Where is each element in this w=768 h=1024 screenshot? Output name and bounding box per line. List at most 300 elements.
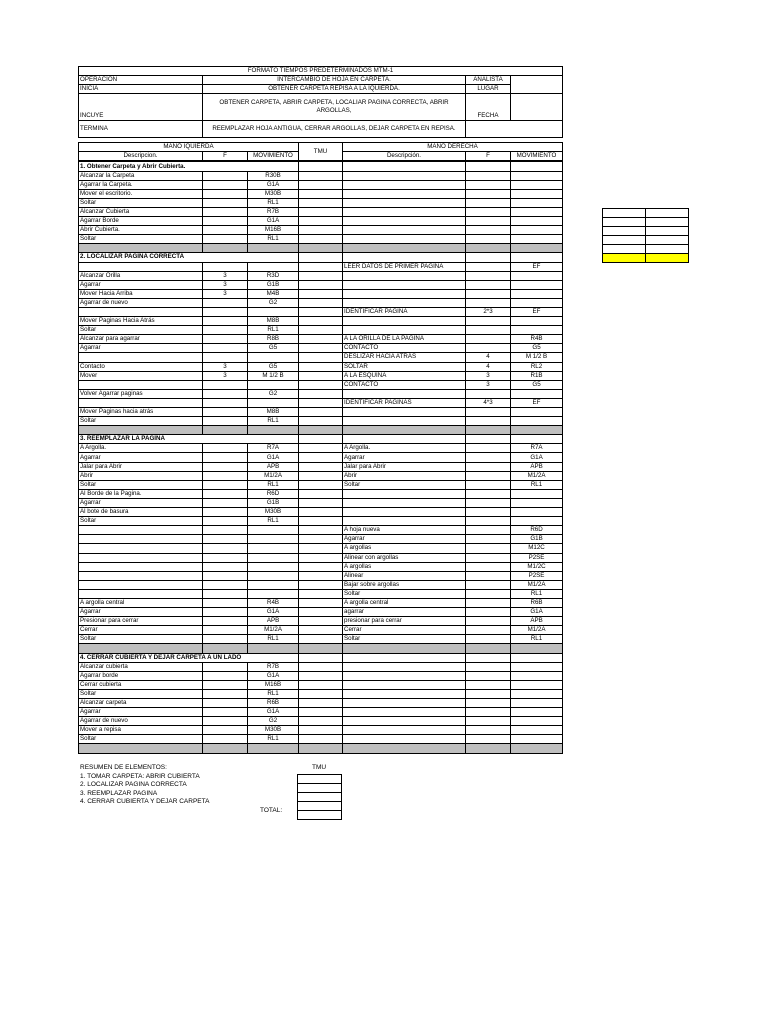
side-cell [646,209,689,218]
cell-f-right [466,589,511,598]
cell-mov-right [511,717,563,726]
cell-desc-right: CONTACTO [343,344,466,353]
table-row [79,589,563,598]
cell-mov-left: G1A [248,180,299,189]
cell-mov-left: RL1 [248,517,299,526]
cell-mov-left [248,380,299,389]
cell-f-right [466,471,511,480]
cell-f-right [466,262,511,271]
cell-mov-right [511,662,563,671]
cell-desc-left [79,589,203,598]
cell-desc-left: Agarrar [79,608,203,617]
cell-mov-right [511,280,563,289]
table-row [79,171,563,180]
cell-desc-left: Alcanzar para agarrar [79,335,203,344]
cell-desc-left: Alcanzar carpeta [79,699,203,708]
cell-desc-left: Soltar [79,517,203,526]
cell-desc-left: Agarrar [79,498,203,507]
separator-cell [248,644,299,653]
cell-desc-left: Abrir [79,471,203,480]
cell-tmu [299,562,343,571]
cell-mov-left: RL1 [248,735,299,744]
separator-cell [203,644,248,653]
table-row [79,544,563,553]
cell-f-left [203,708,248,717]
table-row [79,689,563,698]
cell-f-left [203,189,248,198]
table-row [79,189,563,198]
cell-desc-left: Cerrar [79,626,203,635]
cell-mov-right: M1/2A [511,580,563,589]
col-descripcion-left: Descripcion. [79,152,203,161]
summary-tmu-boxes [297,774,342,820]
cell-f-left [203,598,248,607]
cell-mov-left [248,398,299,407]
cell-desc-right [343,271,466,280]
cell-f-right [466,180,511,189]
cell-desc-right: Agarrar [343,535,466,544]
cell-mov-right: M1/2A [511,626,563,635]
cell-f-right [466,298,511,307]
cell-mov-left: M1/2A [248,626,299,635]
cell-mov-right: EF [511,307,563,316]
cell-f-left [203,580,248,589]
cell-desc-left: Agarrar de nuevo [79,717,203,726]
cell-mov-left: M16B [248,680,299,689]
cell-mov-left [248,562,299,571]
separator-cell [299,744,343,753]
table-cell [466,653,511,662]
section-title: 1. Obtener Carpeta y Abrir Cubierta. [79,162,299,171]
cell-f-right [466,417,511,426]
table-row [79,180,563,189]
cell-tmu [299,389,343,398]
summary-item-3: 3. REEMPLAZAR PAGINA [80,789,158,797]
cell-f-right [466,235,511,244]
separator-cell [203,426,248,435]
inicia-value: OBTENER CARPETA REPISA A LA IQUIERDA. [203,85,466,94]
table-row [79,253,563,262]
cell-mov-right [511,726,563,735]
cell-mov-right [511,689,563,698]
cell-mov-right: P2SE [511,553,563,562]
table-row [79,417,563,426]
cell-desc-left [79,353,203,362]
cell-f-right: 3 [466,380,511,389]
separator-cell [511,644,563,653]
cell-tmu [299,671,343,680]
table-row [79,662,563,671]
cell-mov-left: R7A [248,444,299,453]
cell-mov-right [511,408,563,417]
cell-f-left [203,180,248,189]
cell-desc-right: A argolla central [343,598,466,607]
separator-cell [299,644,343,653]
cell-f-right [466,708,511,717]
cell-f-right [466,608,511,617]
cell-mov-left: G2 [248,298,299,307]
cell-mov-left: RL1 [248,326,299,335]
table-row [79,271,563,280]
cell-f-right: 4*3 [466,398,511,407]
cell-tmu [299,198,343,207]
cell-desc-right [343,235,466,244]
cell-desc-right [343,671,466,680]
cell-f-left [203,226,248,235]
cell-desc-right: Alinear [343,571,466,580]
termina-label: TERMINA [79,121,203,138]
cell-f-right [466,226,511,235]
cell-f-left [203,626,248,635]
cell-desc-left [79,535,203,544]
col-movimiento-right: MOVIMIENTO [511,152,563,161]
table-row [79,207,563,216]
cell-mov-left: R30B [248,171,299,180]
table-row [79,680,563,689]
cell-mov-right: G5 [511,380,563,389]
side-cell [603,227,646,236]
mtm-form [78,66,562,754]
separator-cell [343,744,466,753]
cell-f-left [203,344,248,353]
cell-desc-left: Alcanzar Orilla [79,271,203,280]
table-row [79,444,563,453]
cell-mov-right [511,180,563,189]
cell-mov-right [511,326,563,335]
cell-desc-left [79,398,203,407]
cell-f-left [203,471,248,480]
cell-tmu [299,735,343,744]
cell-tmu [299,180,343,189]
cell-tmu [299,553,343,562]
cell-desc-left: Agarrar borde [79,671,203,680]
cell-mov-left: R6B [248,699,299,708]
cell-f-left [203,462,248,471]
side-cell [603,236,646,245]
cell-f-right [466,508,511,517]
cell-f-left [203,535,248,544]
cell-mov-right: RL2 [511,362,563,371]
side-cell-highlight [603,254,646,263]
separator-row [79,426,563,435]
cell-mov-left [248,262,299,271]
cell-f-right [466,189,511,198]
cell-tmu [299,699,343,708]
cell-mov-left [248,571,299,580]
cell-tmu [299,344,343,353]
cell-f-left [203,680,248,689]
cell-f-right [466,535,511,544]
cell-desc-right [343,317,466,326]
cell-tmu [299,362,343,371]
separator-cell [466,644,511,653]
summary-box [297,801,342,810]
table-row [79,398,563,407]
cell-desc-left [79,553,203,562]
cell-f-right [466,207,511,216]
cell-mov-left: G1A [248,671,299,680]
cell-mov-left: M4B [248,289,299,298]
cell-desc-right [343,498,466,507]
table-cell [511,162,563,171]
separator-cell [299,244,343,253]
cell-mov-right: RL1 [511,635,563,644]
cell-f-right [466,280,511,289]
cell-f-right: 2*3 [466,307,511,316]
cell-desc-left: Abrir Cubierta. [79,226,203,235]
cell-f-left: 3 [203,280,248,289]
cell-desc-right: Jalar para Abrir [343,462,466,471]
separator-cell [466,426,511,435]
termina-extra [466,121,563,138]
col-f-right: F [466,152,511,161]
cell-f-left: 3 [203,289,248,298]
cell-mov-left: RL1 [248,235,299,244]
table-row [79,517,563,526]
cell-f-right [466,571,511,580]
separator-cell [343,244,466,253]
cell-desc-left: Agarrar [79,280,203,289]
cell-mov-left: R4B [248,598,299,607]
cell-desc-left: Agarrar Borde [79,217,203,226]
cell-f-right [466,389,511,398]
cell-desc-right: agarrar [343,608,466,617]
cell-desc-right [343,326,466,335]
cell-f-left: 3 [203,271,248,280]
cell-f-right [466,635,511,644]
cell-mov-left [248,589,299,598]
col-descripcion-right: Descripción. [343,152,466,161]
cell-tmu [299,235,343,244]
cell-desc-left [79,562,203,571]
cell-f-right: 4 [466,362,511,371]
cell-desc-right [343,217,466,226]
cell-f-left [203,671,248,680]
cell-mov-left [248,544,299,553]
cell-f-left [203,353,248,362]
cell-f-left [203,217,248,226]
table-row [79,717,563,726]
cell-f-right [466,726,511,735]
cell-desc-right: IDENTIFICAR PAGINA [343,307,466,316]
cell-desc-right [343,189,466,198]
cell-desc-right [343,699,466,708]
cell-f-left [203,498,248,507]
cell-f-right [466,453,511,462]
incluye-line-1: OBTENER CARPETA, ABRIR CARPETA, LOCALIAR PAGINA CORRECTA, ABRIR [219,99,449,107]
side-cell [646,236,689,245]
side-cell [646,218,689,227]
cell-mov-right: G1A [511,608,563,617]
table-row [79,580,563,589]
cell-tmu [299,307,343,316]
table-row [79,498,563,507]
cell-tmu [299,517,343,526]
cell-desc-right [343,517,466,526]
col-f-left: F [203,152,248,161]
table-row [79,362,563,371]
cell-desc-right: A Argolla. [343,444,466,453]
cell-mov-right [511,508,563,517]
cell-tmu [299,271,343,280]
inicia-label: INICIA [79,85,203,94]
table-cell [511,435,563,444]
table-row [79,353,563,362]
cell-desc-left [79,380,203,389]
cell-mov-left: G1A [248,217,299,226]
table-row [79,626,563,635]
section-title: 3. REEMPLAZAR LA PAGINA [79,435,299,444]
cell-tmu [299,489,343,498]
cell-f-right [466,489,511,498]
cell-f-left [203,608,248,617]
cell-f-right [466,335,511,344]
cell-tmu [299,717,343,726]
separator-cell [248,744,299,753]
cell-mov-right [511,198,563,207]
cell-f-left [203,553,248,562]
summary-box [297,810,342,820]
cell-f-left [203,689,248,698]
cell-desc-left: Soltar [79,689,203,698]
cell-tmu [299,544,343,553]
cell-f-left [203,198,248,207]
cell-tmu [299,380,343,389]
cell-desc-left: Mover a repisa [79,726,203,735]
cell-f-right [466,517,511,526]
cell-desc-left: Soltar [79,235,203,244]
cell-f-left [203,489,248,498]
cell-mov-right: RL1 [511,589,563,598]
table-row [79,735,563,744]
cell-f-right [466,699,511,708]
cell-tmu [299,598,343,607]
cell-mov-right [511,699,563,708]
cell-mov-right: EF [511,398,563,407]
cell-desc-right: A hoja nueva [343,526,466,535]
cell-desc-right [343,198,466,207]
fecha-value [511,94,563,121]
cell-mov-left [248,580,299,589]
cell-desc-right [343,180,466,189]
table-row [79,162,563,171]
cell-mov-right [511,189,563,198]
cell-f-left [203,380,248,389]
cell-desc-left: Alcanzar cubierta [79,662,203,671]
cell-tmu [299,353,343,362]
cell-mov-right: RL1 [511,480,563,489]
table-cell [299,253,343,262]
cell-desc-right: A LA ESQUINA [343,371,466,380]
table-row [79,435,563,444]
cell-f-right [466,271,511,280]
cell-tmu [299,317,343,326]
form-title: FORMATO TIEMPOS PREDETERMINADOS MTM-1 [79,67,563,76]
cell-f-right [466,717,511,726]
cell-desc-left: Volver Agarrar paginas [79,389,203,398]
cell-mov-right [511,517,563,526]
cell-mov-left: RL1 [248,635,299,644]
cell-f-right [466,735,511,744]
cell-f-right [466,544,511,553]
cell-desc-right [343,735,466,744]
cell-tmu [299,217,343,226]
cell-mov-left: R3D [248,271,299,280]
side-cell [646,245,689,254]
cell-f-left: 3 [203,371,248,380]
cell-mov-right [511,498,563,507]
cell-f-right [466,289,511,298]
motion-table [78,161,563,753]
table-row [79,699,563,708]
cell-desc-left: Alcanzar Cubierta [79,207,203,216]
cell-mov-right: G1B [511,535,563,544]
cell-desc-right: Soltar [343,635,466,644]
cell-desc-left: Agarrar [79,453,203,462]
cell-f-right [466,526,511,535]
cell-tmu [299,589,343,598]
cell-f-right [466,326,511,335]
cell-desc-right [343,298,466,307]
cell-mov-left: APB [248,617,299,626]
section-title: 2. LOCALIZAR PAGINA CORRECTA [79,253,299,262]
cell-desc-left: Cerrar cubierta [79,680,203,689]
cell-f-left [203,235,248,244]
summary-item-2: 2. LOCALIZAR PAGINA CORRECTA [80,781,187,789]
table-row [79,726,563,735]
cell-desc-right: Cerrar [343,626,466,635]
cell-f-right [466,689,511,698]
table-row [79,598,563,607]
cell-desc-right [343,508,466,517]
cell-desc-right [343,708,466,717]
cell-tmu [299,280,343,289]
separator-cell [343,426,466,435]
cell-tmu [299,471,343,480]
cell-f-left [203,326,248,335]
cell-desc-left: Jalar para Abrir [79,462,203,471]
mano-derecha-header: MANO DERECHA [343,143,563,152]
cell-desc-right: Soltar [343,480,466,489]
cell-f-left [203,408,248,417]
table-row [79,480,563,489]
cell-f-right [466,680,511,689]
cell-mov-left: G2 [248,717,299,726]
cell-f-left [203,508,248,517]
cell-f-left [203,398,248,407]
cell-mov-left [248,307,299,316]
separator-cell [511,744,563,753]
cell-mov-left: M 1/2 B [248,371,299,380]
cell-desc-right [343,289,466,298]
cell-f-left [203,544,248,553]
analista-label: ANALISTA [466,76,511,85]
cell-mov-left: R7B [248,207,299,216]
cell-f-left [203,207,248,216]
cell-mov-left: G2 [248,389,299,398]
cell-f-right [466,444,511,453]
cell-f-left [203,735,248,744]
cell-tmu [299,617,343,626]
cell-mov-right: R1B [511,371,563,380]
summary-title: RESUMEN DE ELEMENTOS: [80,764,167,771]
cell-mov-left: M8B [248,317,299,326]
cell-desc-left [79,580,203,589]
cell-f-right [466,198,511,207]
table-row [79,326,563,335]
cell-desc-right: DESLIZAR HACIA ATRÁS [343,353,466,362]
separator-cell [343,644,466,653]
